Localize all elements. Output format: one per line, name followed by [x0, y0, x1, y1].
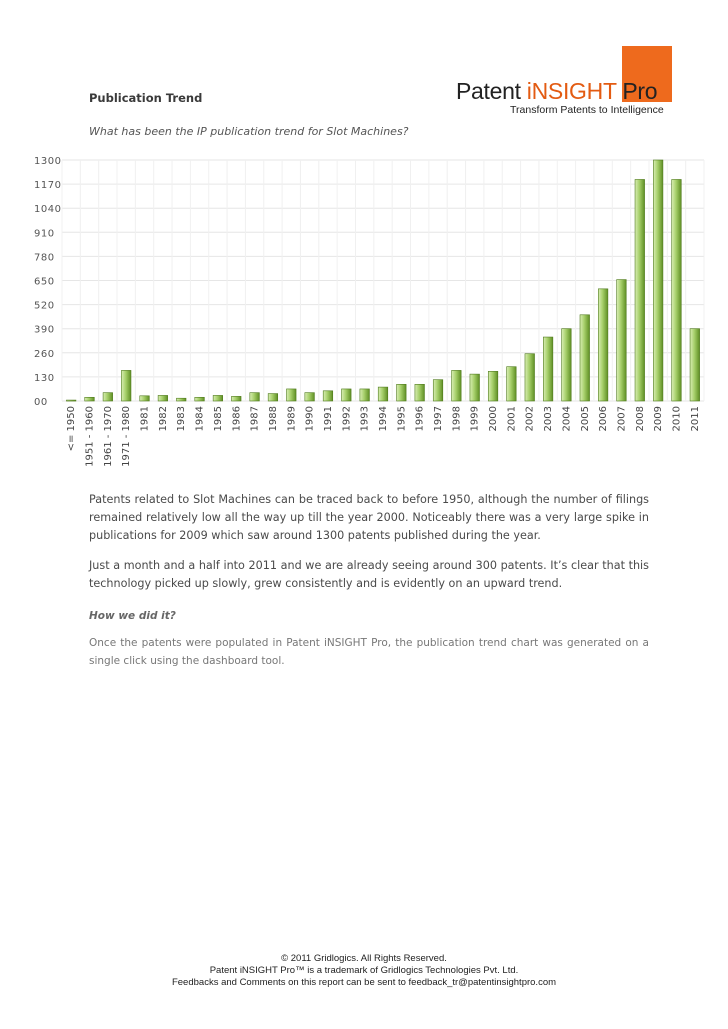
bar [268, 394, 278, 401]
y-tick-label: 00 [34, 397, 48, 408]
y-tick-label: 520 [34, 300, 55, 312]
y-tick-label: 130 [34, 372, 55, 384]
bar [598, 289, 608, 401]
paragraph-trend-summary: Patents related to Slot Machines can be traced back to before 1950, although the number of filings remained relatively low all the way up till the year 2000. Noticeably there was a very large spike in publications for 2009 which saw around 1300 patents published during the year. [89, 493, 649, 542]
patent-insight-pro-logo [452, 46, 678, 118]
x-tick-label: 1981 [139, 406, 151, 432]
x-tick-label: 2011 [689, 406, 701, 432]
x-axis-ticks [66, 406, 701, 467]
bar [176, 398, 186, 401]
bar [378, 387, 388, 401]
x-tick-label: 1988 [267, 406, 279, 432]
bar [470, 374, 480, 401]
how-we-did-it-heading: How we did it? [89, 610, 176, 622]
bar [305, 393, 315, 401]
bar [360, 389, 370, 401]
x-tick-label: 1982 [157, 406, 169, 432]
bar [672, 179, 682, 401]
footer-trademark: Patent iNSIGHT Pro™ is a trademark of Gridlogics Technologies Pvt. Ltd. [209, 965, 519, 976]
logo-wordmark [456, 78, 657, 105]
x-tick-label: 1971 - 1980 [121, 406, 133, 467]
y-tick-label: 1040 [34, 204, 62, 216]
bar [525, 354, 535, 401]
x-tick-label: 1990 [304, 406, 316, 432]
bar [85, 397, 95, 401]
bar [121, 370, 131, 401]
x-tick-label: 2004 [561, 406, 573, 432]
x-tick-label: 1991 [322, 406, 334, 432]
y-tick-label: 1170 [34, 180, 62, 192]
bar [158, 395, 168, 401]
x-tick-label: 2000 [488, 406, 500, 432]
bar [562, 329, 572, 401]
bar [507, 367, 517, 401]
bar [653, 160, 663, 401]
x-tick-label: 1961 - 1970 [102, 406, 114, 467]
bar [397, 384, 407, 401]
x-tick-label: 2007 [616, 406, 628, 432]
y-tick-label: 390 [34, 324, 55, 336]
bar [250, 393, 260, 401]
x-tick-label: 1992 [341, 406, 353, 432]
bar [103, 393, 113, 401]
publication-trend-chart [0, 150, 728, 470]
y-tick-label: 1300 [34, 156, 62, 167]
x-tick-label: 2006 [598, 406, 610, 432]
logo-patent: Patent [456, 78, 521, 104]
x-tick-label: 1986 [231, 406, 243, 432]
footer-copyright: © 2011 Gridlogics. All Rights Reserved. [281, 953, 447, 964]
x-tick-label: 1999 [469, 406, 481, 432]
bar [635, 179, 645, 401]
logo-tagline: Transform Patents to Intelligence [510, 104, 664, 116]
bar [140, 396, 150, 401]
x-tick-label: 1951 - 1960 [84, 406, 96, 467]
paragraph-method: Once the patents were populated in Patent iNSIGHT Pro, the publication trend chart was generated on a single click using the dashboard tool. [89, 637, 649, 667]
x-tick-label: 1989 [286, 406, 298, 432]
x-tick-label: 1996 [414, 406, 426, 432]
y-tick-label: 650 [34, 276, 55, 288]
x-tick-label: 1987 [249, 406, 261, 432]
y-tick-label: 260 [34, 348, 55, 360]
bar [213, 395, 223, 401]
x-tick-label: 1997 [433, 406, 445, 432]
section-title: Publication Trend [89, 91, 203, 105]
x-tick-label: 2001 [506, 406, 518, 432]
logo-pro: Pro [622, 78, 658, 104]
x-tick-label: 2010 [671, 406, 683, 432]
x-tick-label: 1983 [176, 406, 188, 432]
bar [433, 380, 443, 401]
x-tick-label: 1985 [212, 406, 224, 432]
bar [617, 280, 627, 401]
x-tick-label: 1993 [359, 406, 371, 432]
bar [195, 397, 205, 401]
x-tick-label: 1998 [451, 406, 463, 432]
bar [342, 389, 352, 401]
x-tick-label: <= 1950 [66, 406, 78, 452]
x-tick-label: 1984 [194, 406, 206, 432]
x-tick-label: 1994 [378, 406, 389, 432]
bar [452, 370, 462, 401]
bar [323, 391, 333, 401]
x-tick-label: 2003 [543, 406, 555, 432]
x-tick-label: 2008 [634, 406, 646, 432]
x-tick-label: 2002 [524, 406, 536, 432]
bar [543, 337, 553, 401]
bar [488, 371, 498, 401]
logo-insight: iNSIGHT [526, 78, 617, 104]
bar [287, 389, 297, 401]
x-tick-label: 1995 [396, 406, 408, 432]
bar [415, 384, 425, 401]
bar [231, 396, 241, 401]
x-tick-label: 2005 [579, 406, 591, 432]
paragraph-2011-outlook: Just a month and a half into 2011 and we are already seeing around 300 patents. It’s clear that this technology picked up slowly, grew consistently and is evidently on an upward trend. [89, 559, 649, 590]
y-tick-label: 780 [34, 252, 55, 264]
bar [580, 315, 590, 401]
bar [690, 329, 700, 401]
section-question: What has been the IP publication trend for Slot Machines? [89, 125, 409, 138]
y-axis-ticks [34, 156, 61, 408]
x-tick-label: 2009 [653, 406, 665, 432]
footer-feedback: Feedbacks and Comments on this report can be sent to feedback_tr@patentinsightpro.com [171, 977, 557, 988]
y-tick-label: 910 [34, 228, 55, 240]
bar [66, 400, 76, 401]
